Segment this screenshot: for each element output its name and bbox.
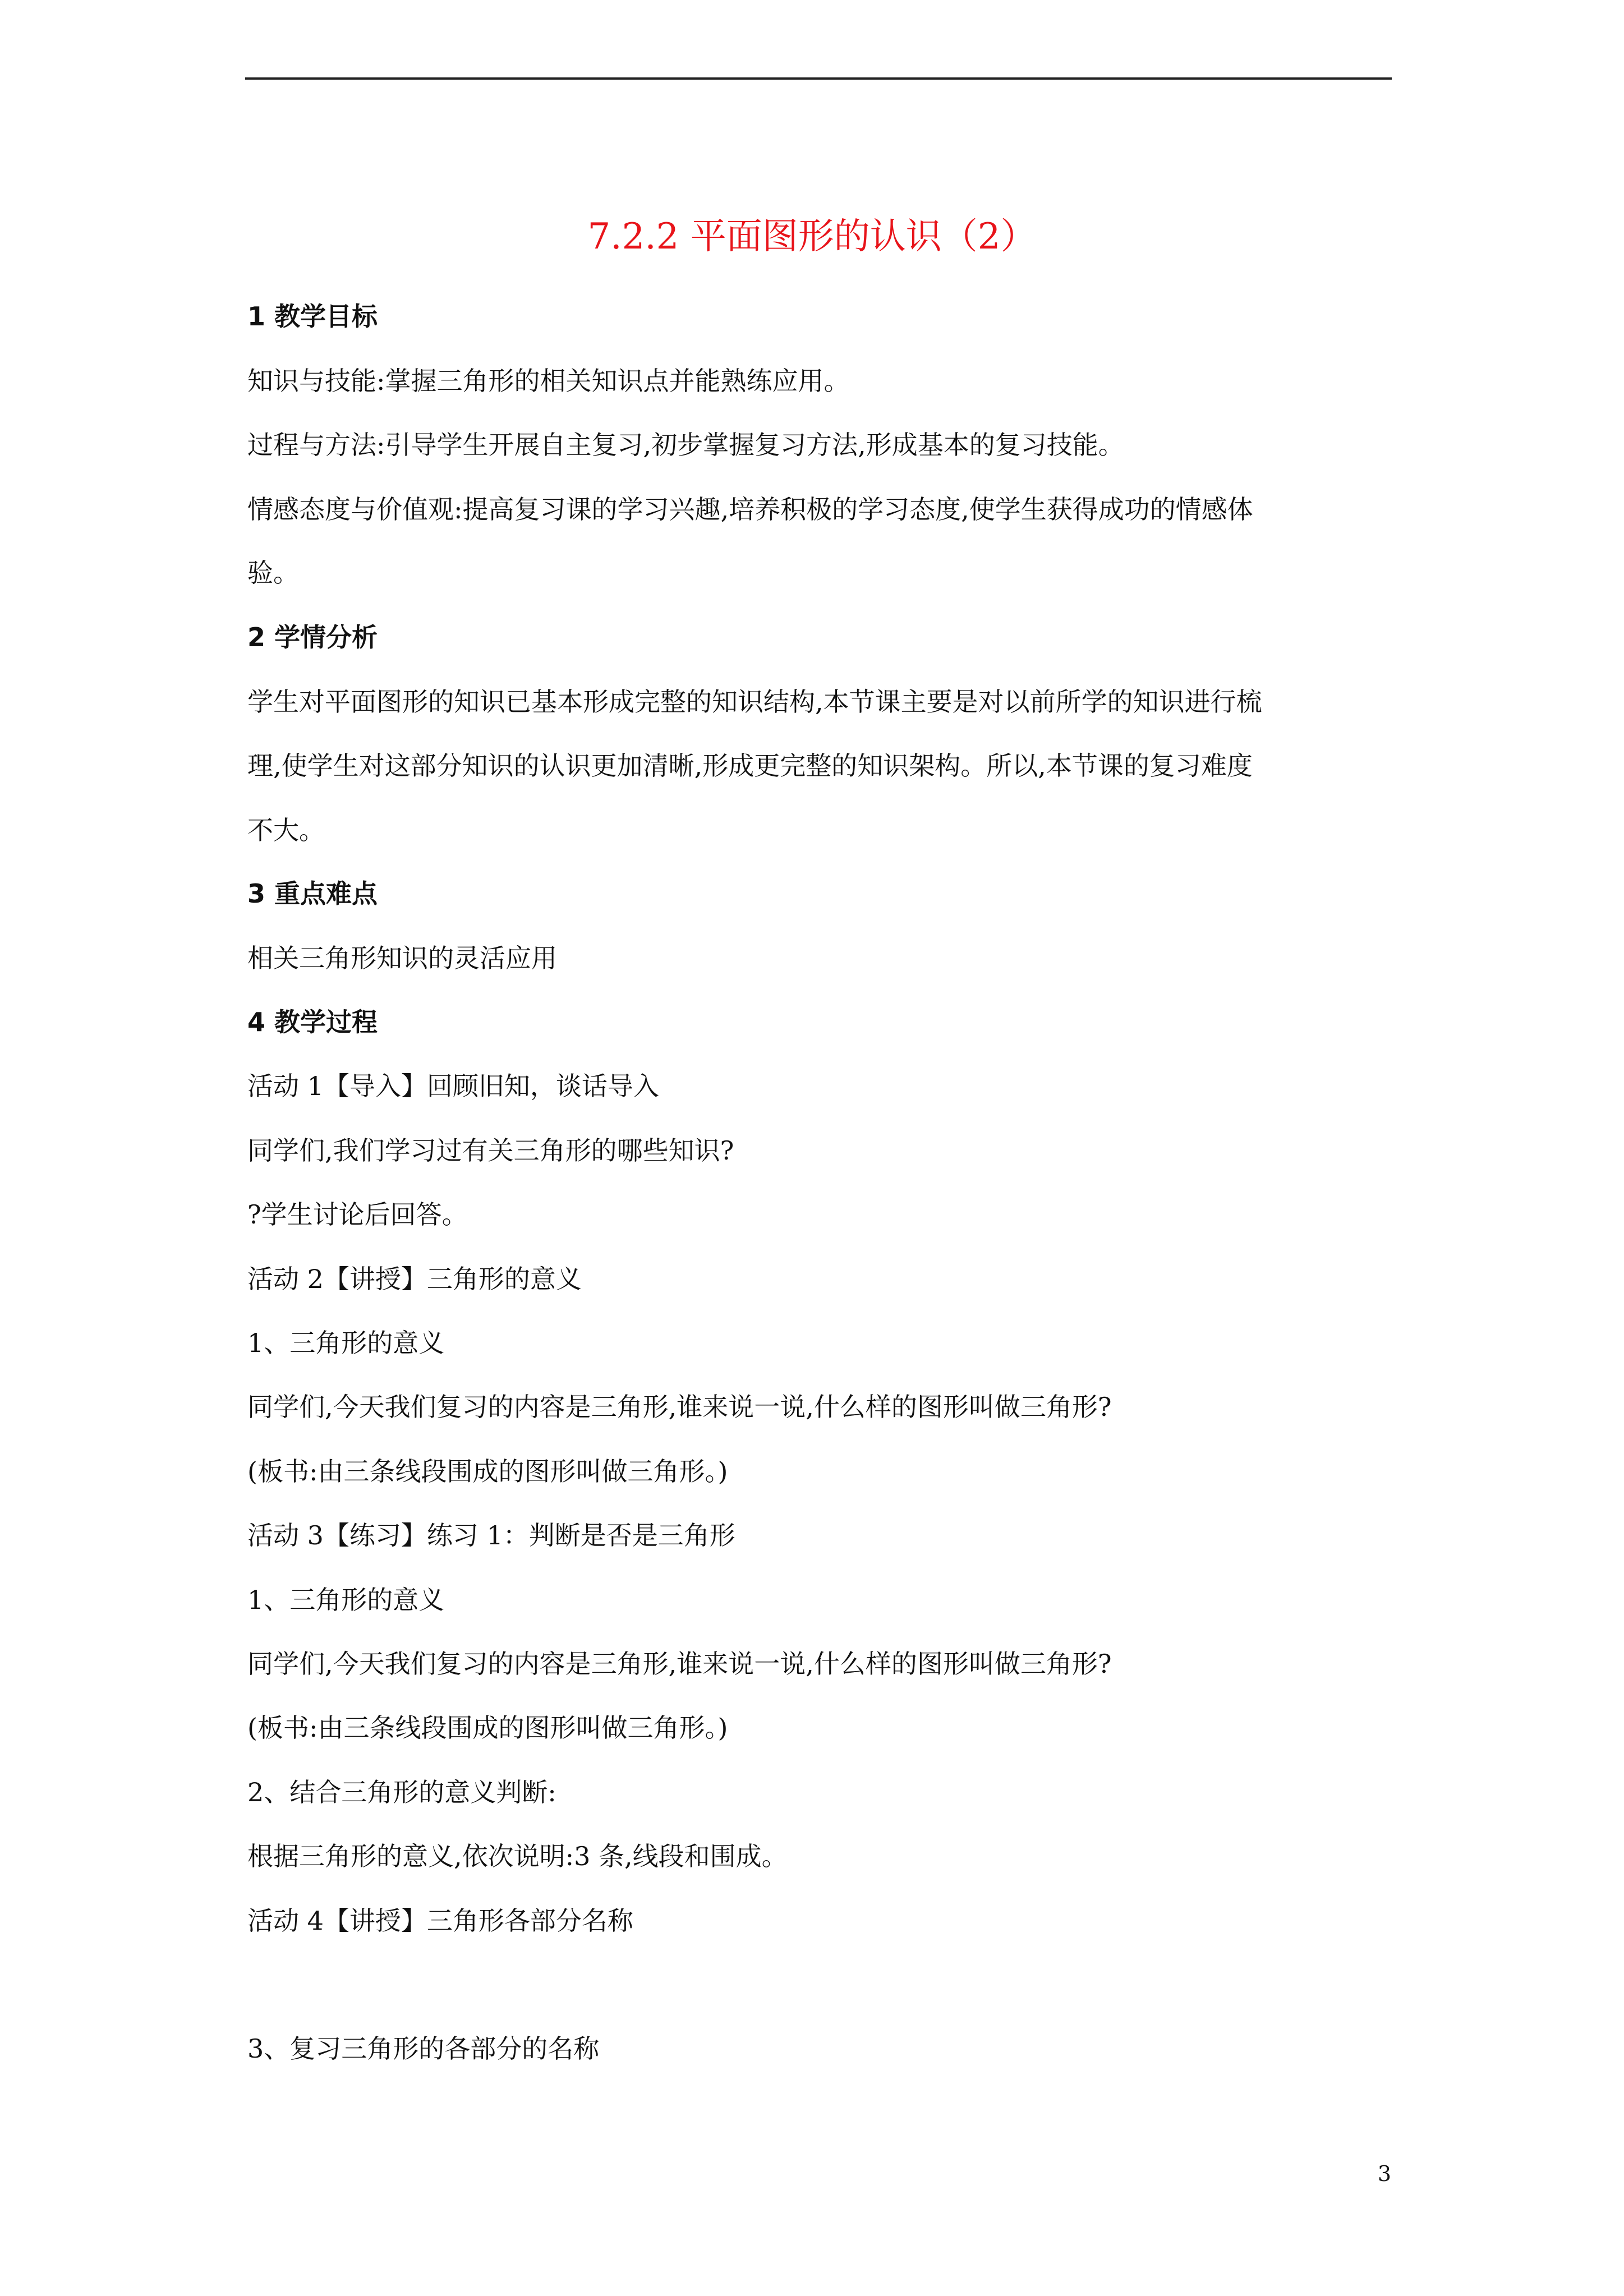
- paragraph-line: 1、三角形的意义: [247, 1585, 445, 1615]
- paragraph-line: 知识与技能:掌握三角形的相关知识点并能熟练应用。: [247, 366, 850, 396]
- paragraph-line: 不大。: [247, 815, 325, 845]
- page-title: 7.2.2 平面图形的认识（2）: [587, 216, 1037, 257]
- section-heading-analysis: 2 学情分析: [247, 622, 378, 652]
- activity-title: 活动 3【练习】练习 1：判断是否是三角形: [247, 1520, 735, 1550]
- activity-title: 活动 4【讲授】三角形各部分名称: [247, 1906, 633, 1936]
- paragraph-line: 过程与方法:引导学生开展自主复习,初步掌握复习方法,形成基本的复习技能。: [247, 430, 1124, 460]
- paragraph-line: 同学们,今天我们复习的内容是三角形,谁来说一说,什么样的图形叫做三角形?: [247, 1649, 1112, 1679]
- header-rule: [245, 77, 1392, 80]
- section-heading-key-points: 3 重点难点: [247, 878, 378, 909]
- paragraph-line: 2、结合三角形的意义判断:: [247, 1777, 556, 1807]
- activity-title: 活动 1【导入】回顾旧知，谈话导入: [247, 1071, 659, 1101]
- paragraph-line: 情感态度与价值观:提高复习课的学习兴趣,培养积极的学习态度,使学生获得成功的情感体: [247, 494, 1253, 524]
- paragraph-line: 同学们,今天我们复习的内容是三角形,谁来说一说,什么样的图形叫做三角形?: [247, 1392, 1112, 1422]
- page-number: 3: [1377, 2161, 1391, 2186]
- activity-title: 活动 2【讲授】三角形的意义: [247, 1264, 582, 1294]
- section-heading-process: 4 教学过程: [247, 1007, 378, 1037]
- paragraph-line: (板书:由三条线段围成的图形叫做三角形。): [247, 1456, 728, 1487]
- paragraph-line: 理,使学生对这部分知识的认识更加清晰,形成更完整的知识架构。所以,本节课的复习难度: [247, 751, 1253, 781]
- paragraph-line: 根据三角形的意义,依次说明:3 条,线段和围成。: [247, 1841, 788, 1871]
- paragraph-line: 学生对平面图形的知识已基本形成完整的知识结构,本节课主要是对以前所学的知识进行梳: [247, 687, 1262, 717]
- paragraph-line: 3、复习三角形的各部分的名称: [247, 2033, 600, 2064]
- section-heading-objectives: 1 教学目标: [247, 301, 378, 332]
- paragraph-line: 同学们,我们学习过有关三角形的哪些知识?: [247, 1135, 734, 1166]
- paragraph-line: (板书:由三条线段围成的图形叫做三角形。): [247, 1713, 728, 1743]
- paragraph-line: 相关三角形知识的灵活应用: [247, 943, 557, 973]
- paragraph-line: 验。: [247, 558, 299, 588]
- paragraph-line: 1、三角形的意义: [247, 1328, 445, 1358]
- paragraph-line: ?学生讨论后回答。: [247, 1199, 468, 1230]
